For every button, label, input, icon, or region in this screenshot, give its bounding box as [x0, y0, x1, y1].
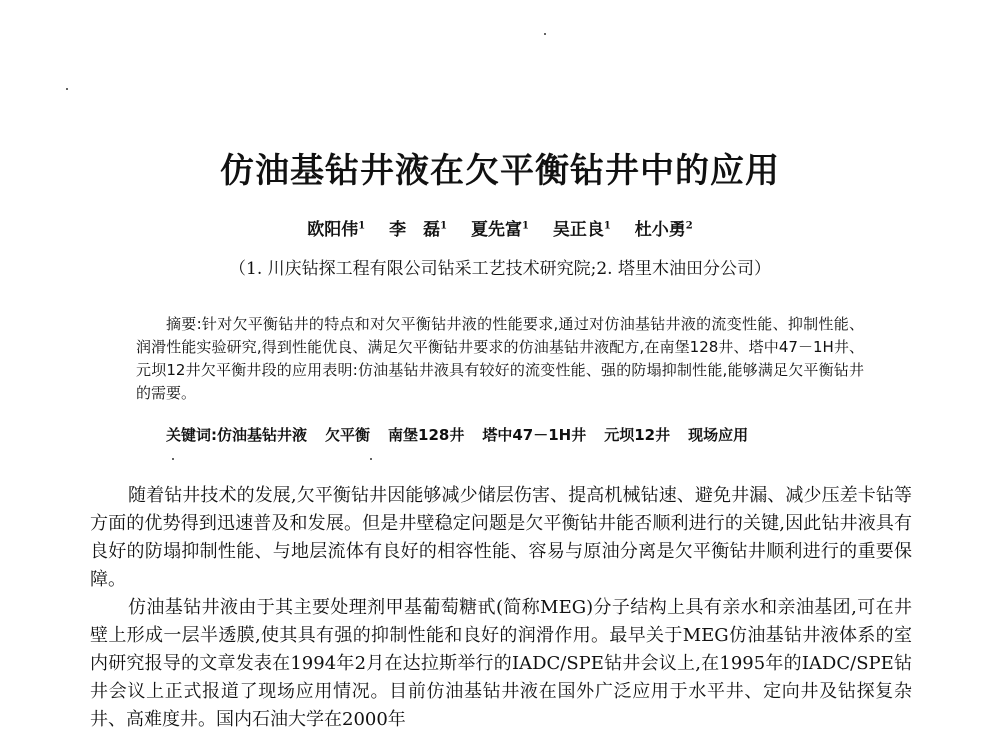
keyword: 元坝12井 [604, 426, 671, 444]
keyword: 仿油基钻井液 [217, 426, 308, 444]
author [553, 220, 611, 240]
keyword: 欠平衡 [325, 426, 371, 444]
keyword: 塔中47－1H井 [482, 426, 587, 444]
author-affiliation-mark: 1 [603, 220, 611, 232]
keywords-line [166, 424, 866, 445]
author [635, 220, 693, 240]
paper-title: 仿油基钻井液在欠平衡钻井中的应用 [220, 151, 780, 191]
author-name: 杜小勇 [634, 220, 686, 240]
author-list [0, 215, 1000, 240]
author-affiliation-mark: 1 [440, 220, 448, 232]
keyword: 现场应用 [688, 426, 749, 444]
scan-speck [66, 88, 68, 90]
scan-speck [544, 33, 546, 35]
abstract-text: 摘要:针对欠平衡钻井的特点和对欠平衡钻井液的性能要求,通过对仿油基钻井液的流变性能、抑制性能、润滑性能实验研究,得到性能优良、满足欠平衡钻井要求的仿油基钻井液配方,在南堡128井、塔中47－1H井、元坝12井欠平衡井段的应用表明:仿油基钻井液具有较好的流变性能、强的防塌抑制性能,能够满足欠平衡钻井的需要。 [136, 315, 864, 402]
author [471, 220, 529, 240]
author-affiliation-mark: 1 [522, 220, 529, 232]
keyword: 南堡128井 [388, 426, 465, 444]
author-name: 李 磊 [389, 220, 441, 240]
keywords-label: 关键词: [166, 426, 217, 444]
author-name: 欧阳伟 [307, 220, 359, 240]
body-paragraph: 随着钻井技术的发展,欠平衡钻井因能够减少储层伤害、提高机械钻速、避免井漏、减少压差卡钻等方面的优势得到迅速普及和发展。但是井壁稳定问题是欠平衡钻井能否顺利进行的关键,因此钻井液具有良好的防塌抑制性能、与地层流体有良好的相容性能、容易与原油分离是欠平衡钻井顺利进行的重要保障。 [90, 485, 912, 590]
author-affiliation-mark: 1 [358, 220, 366, 232]
author-affiliation-mark: 2 [685, 220, 693, 232]
scan-speck [370, 458, 372, 460]
body-paragraph: 仿油基钻井液由于其主要处理剂甲基葡萄糖甙(简称MEG)分子结构上具有亲水和亲油基团,可在井壁上形成一层半透膜,使其具有强的抑制性能和良好的润滑作用。最早关于MEG仿油基钻井液体系的室内研究报导的文章发表在1994年2月在达拉斯举行的IADC/SPE钻井会议上,在1995年的IADC/SPE钻井会议上正式报道了现场应用情况。目前仿油基钻井液在国外广泛应用于水平井、定向井及钻探复杂井、高难度井。国内石油大学在2000年 [90, 597, 912, 730]
author [307, 220, 365, 240]
affiliation-line: （1. 川庆钻探工程有限公司钻采工艺技术研究院;2. 塔里木油田分公司） [229, 259, 771, 279]
body-text [90, 482, 912, 734]
author [389, 220, 447, 240]
author-name: 吴正良 [552, 220, 604, 240]
author-name: 夏先富 [471, 220, 523, 240]
scan-speck [172, 458, 174, 460]
abstract-block [136, 313, 864, 405]
